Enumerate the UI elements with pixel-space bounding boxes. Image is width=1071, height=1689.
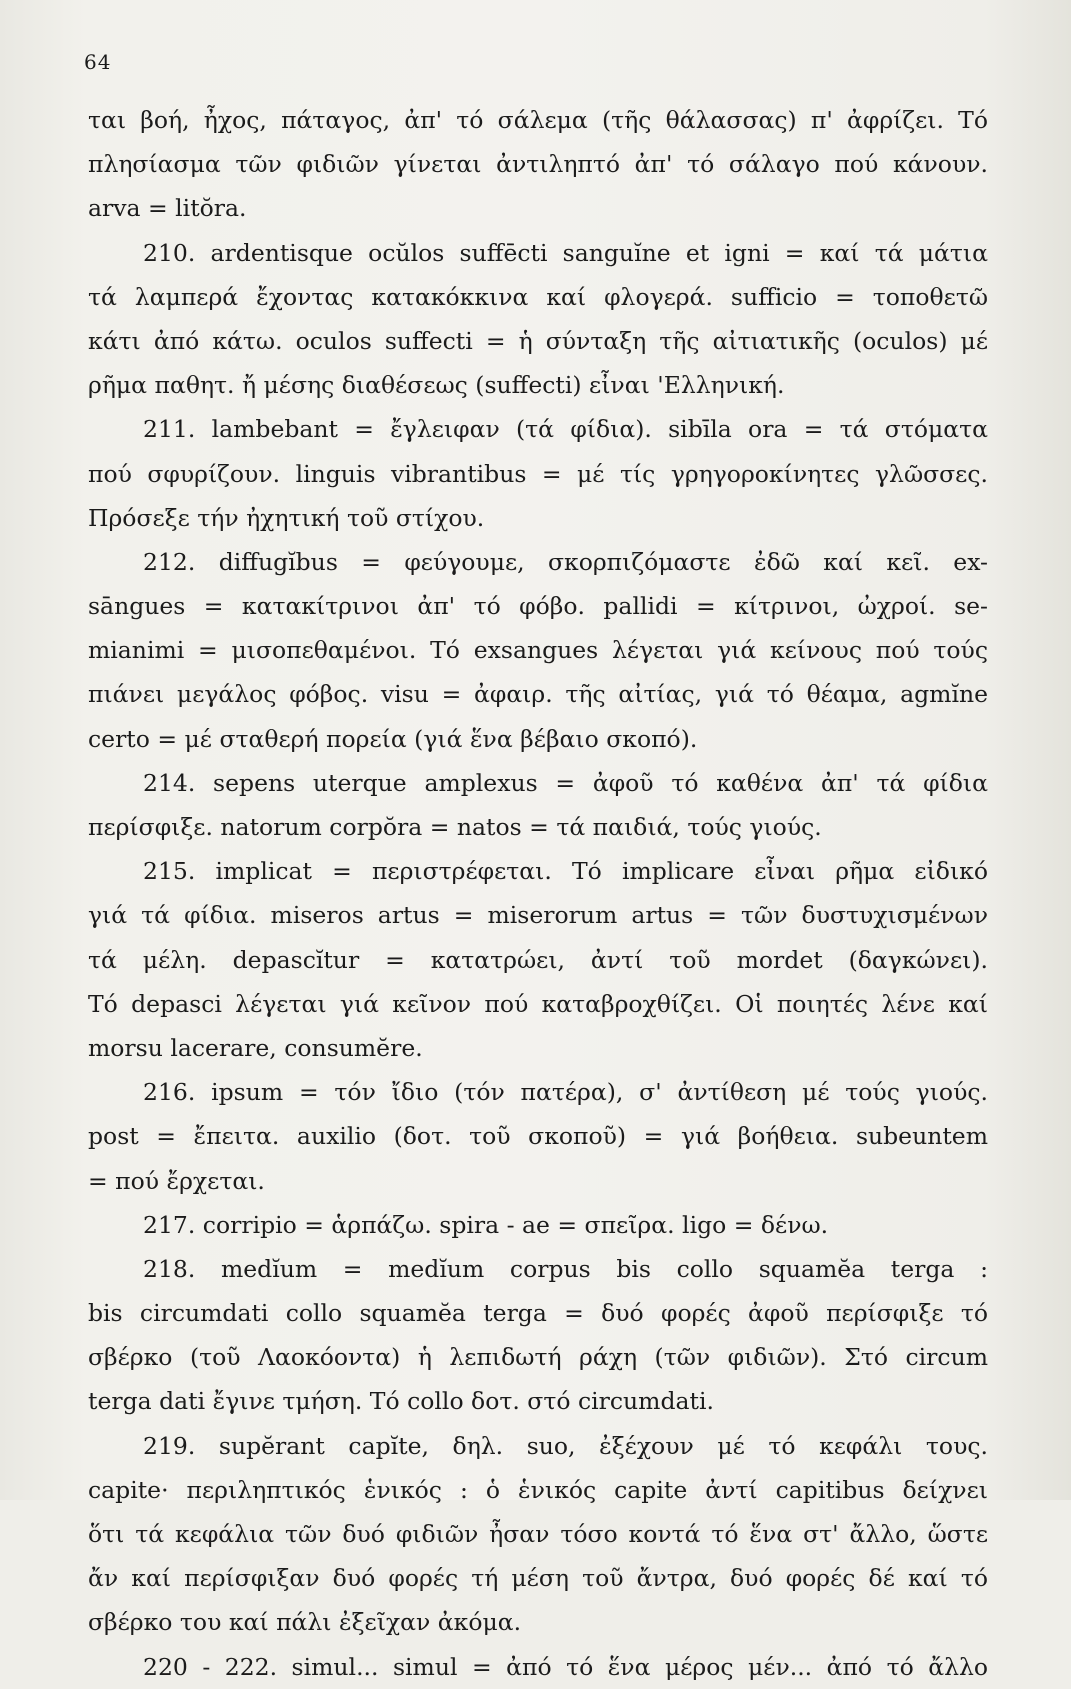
text-line: 210. ardentisque ocŭlos suffēcti sanguĭne et igni = καί τά μάτια	[143, 238, 988, 267]
text-line: Τό depasci λέγεται γιά κεῖνον πού καταβροχθίζει. Οἱ ποιητές λένε καί	[88, 989, 988, 1018]
text-line: arva = litŏra.	[88, 194, 247, 223]
text-line: mianimi = μισοπεθαμένοι. Τό exsangues λέγεται γιά κείνους πού τούς	[88, 636, 988, 665]
text-line: κάτι ἀπό κάτω. oculos suffecti = ἡ σύνταξη τῆς αἰτιατικῆς (oculos) μέ	[88, 326, 988, 355]
text-line: 211. lambebant = ἔγλειφαν (τά φίδια). sibīla ora = τά στόματα	[143, 415, 988, 444]
text-line: ἄν καί περίσφιξαν δυό φορές τή μέση τοῦ ἄντρα, δυό φορές δέ καί τό	[88, 1564, 988, 1593]
text-line: 220 - 222. simul... simul = ἀπό τό ἕνα μέρος μέν... ἀπό τό ἄλλο	[143, 1652, 988, 1681]
text-line: post = ἔπειτα. auxilio (δοτ. τοῦ σκοποῦ) = γιά βοήθεια. subeuntem	[88, 1122, 988, 1151]
text-line: τά μέλη. depascĭtur = κατατρώει, ἀντί τοῦ mordet (δαγκώνει).	[88, 945, 988, 974]
text-line: 217. corripio = ἁρπάζω. spira - ae = σπεῖρα. ligo = δένω.	[143, 1210, 829, 1239]
text-line: = πού ἔρχεται.	[88, 1166, 265, 1195]
text-line: Πρόσεξε τήν ἠχητική τοῦ στίχου.	[88, 503, 485, 532]
text-line: 219. supĕrant capĭte, δηλ. suo, ἐξέχουν μέ τό κεφάλι τους.	[143, 1431, 988, 1460]
text-line: σβέρκο του καί πάλι ἐξεῖχαν ἀκόμα.	[88, 1608, 522, 1637]
text-line: morsu lacerare, consumĕre.	[88, 1033, 423, 1062]
text-line: 212. diffugĭbus = φεύγουμε, σκορπιζόμαστε ἐδῶ καί κεῖ. ex-	[143, 547, 988, 576]
text-line: bis circumdati collo squamĕa terga = δυό φορές ἀφοῦ περίσφιξε τό	[88, 1299, 988, 1328]
text-line: περίσφιξε. natorum corpŏra = natos = τά παιδιά, τούς γιούς.	[88, 813, 822, 841]
text-line: 216. ipsum = τόν ἴδιο (τόν πατέρα), σ' ἀντίθεση μέ τούς γιούς.	[143, 1078, 988, 1107]
text-line: σβέρκο (τοῦ Λαοκόοντα) ἡ λεπιδωτή ράχη (τῶν φιδιῶν). Στό circum	[88, 1343, 988, 1372]
text-line: πού σφυρίζουν. linguis vibrantibus = μέ τίς γρηγοροκίνητες γλῶσσες.	[88, 459, 988, 488]
text-line: 214. sepens uterque amplexus = ἀφοῦ τό καθένα ἀπ' τά φίδια	[143, 768, 988, 797]
text-line: γιά τά φίδια. miseros artus = miserorum artus = τῶν δυστυχισμένων	[88, 901, 988, 930]
text-line: ὅτι τά κεφάλια τῶν δυό φιδιῶν ἦσαν τόσο κοντά τό ἕνα στ' ἄλλο, ὥστε	[88, 1520, 988, 1548]
text-line: sāngues = κατακίτρινοι ἀπ' τό φόβο. pallidi = κίτρινοι, ὠχροί. se-	[88, 592, 988, 621]
text-line: capite· περιληπτικός ἑνικός : ὁ ἑνικός capite ἀντί capitibus δείχνει	[88, 1475, 988, 1504]
commentary-text	[88, 98, 988, 1689]
text-line: πιάνει μεγάλος φόβος. visu = ἀφαιρ. τῆς αἰτίας, γιά τό θέαμα, agmĭne	[88, 680, 988, 709]
text-line: ρῆμα παθητ. ἤ μέσης διαθέσεως (suffecti) εἶναι 'Ελληνική.	[88, 371, 785, 400]
text-line: ται βοή, ἦχος, πάταγος, ἀπ' τό σάλεμα (τῆς θάλασσας) π' ἀφρίζει. Τό	[88, 106, 988, 134]
text-line: terga dati ἔγινε τμήση. Τό collo δοτ. στό circumdati.	[88, 1387, 714, 1416]
text-line: certo = μέ σταθερή πορεία (γιά ἕνα βέβαιο σκοπό).	[88, 724, 698, 753]
text-line: τά λαμπερά ἔχοντας κατακόκκινα καί φλογερά. sufficio = τοποθετῶ	[88, 282, 988, 311]
text-line: πλησίασμα τῶν φιδιῶν γίνεται ἀντιληπτό ἀπ' τό σάλαγο πού κάνουν.	[88, 150, 988, 179]
text-line: 215. implicat = περιστρέφεται. Τό implicare εἶναι ρῆμα εἰδικό	[143, 857, 988, 886]
page-number: 64	[84, 50, 112, 74]
text-line: 218. medĭum = medĭum corpus bis collo squamĕa terga :	[143, 1254, 988, 1283]
